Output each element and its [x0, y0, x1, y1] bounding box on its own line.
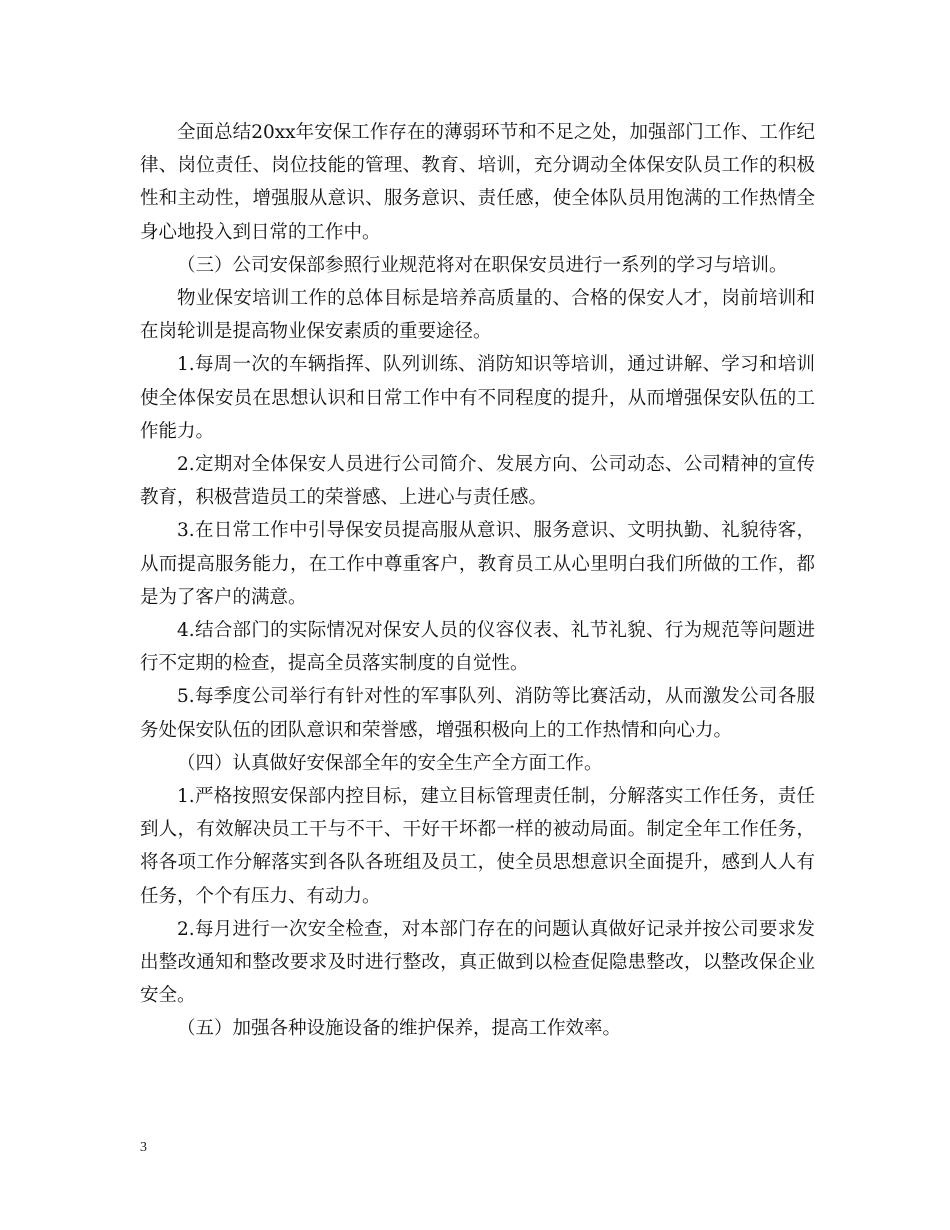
- paragraph-item-1: 1.每周一次的车辆指挥、队列训练、消防知识等培训，通过讲解、学习和培训使全体保安员在思想认识和日常工作中有不同程度的提升，从而增强保安队伍的工作能力。: [140, 354, 815, 442]
- paragraph-section-5-heading: （五）加强各种设施设备的维护保养，提高工作效率。: [177, 1018, 622, 1040]
- paragraph-section-3-heading: （三）公司安保部参照行业规范将对在职保安员进行一系列的学习与培训。: [177, 254, 788, 276]
- paragraph-section-4-item-2: 2.每月进行一次安全检查，对本部门存在的问题认真做好记录并按公司要求发出整改通知和整改要求及时进行整改，真正做到以检查促隐患整改，以整改保企业安全。: [140, 918, 815, 1007]
- paragraph-training-goal: 物业保安培训工作的总体目标是培养高质量的、合格的保安人才，岗前培训和在岗轮训是提高物业保安素质的重要途径。: [140, 288, 815, 343]
- paragraph-item-4: 4.结合部门的实际情况对保安人员的仪容仪表、礼节礼貌、行为规范等问题进行不定期的检查，提高全员落实制度的自觉性。: [140, 620, 815, 675]
- paragraph-item-5: 5.每季度公司举行有针对性的军事队列、消防等比赛活动，从而激发公司各服务处保安队伍的团队意识和荣誉感，增强积极向上的工作热情和向心力。: [140, 686, 815, 741]
- paragraph-item-2: 2.定期对全体保安人员进行公司简介、发展方向、公司动态、公司精神的宣传教育，积极营造员工的荣誉感、上进心与责任感。: [140, 454, 815, 509]
- paragraph-item-3: 3.在日常工作中引导保安员提高服从意识、服务意识、文明执勤、礼貌待客，从而提高服务能力，在工作中尊重客户，教育员工从心里明白我们所做的工作，都是为了客户的满意。: [140, 520, 815, 608]
- page-number: 3: [140, 1140, 147, 1155]
- paragraph-summary: 全面总结20xx年安保工作存在的薄弱环节和不足之处，加强部门工作、工作纪律、岗位责任、岗位技能的管理、教育、培训，充分调动全体保安队员工作的积极性和主动性，增强服从意识、服务意识、责任感，使全体队员用饱满的工作热情全身心地投入到日常的工作中。: [140, 122, 815, 243]
- document-body: [140, 116, 815, 1046]
- paragraph-section-4-heading: （四）认真做好安保部全年的安全生产全方面工作。: [177, 752, 603, 774]
- paragraph-section-4-item-1: 1.严格按照安保部内控目标，建立目标管理责任制，分解落实工作任务，责任到人，有效解决员工干与不干、干好干坏都一样的被动局面。制定全年工作任务，将各项工作分解落实到各队各班组及员工，使全员思想意识全面提升，感到人人有任务，个个有压力、有动力。: [140, 786, 815, 907]
